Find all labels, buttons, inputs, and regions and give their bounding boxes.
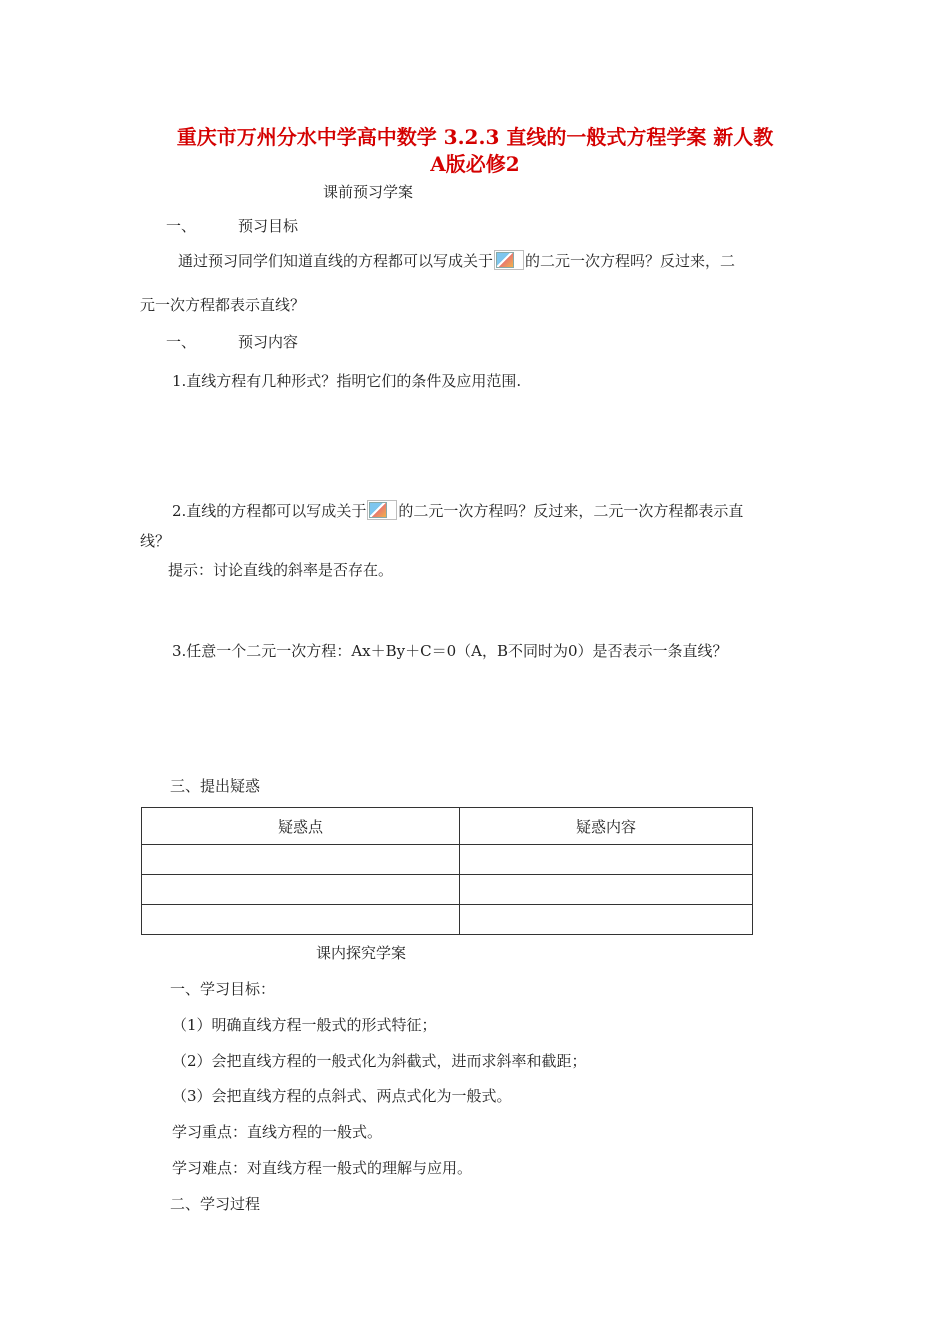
table-cell [142,845,460,875]
key-text-b: 般式。 [337,1123,383,1141]
table-cell [460,875,753,905]
table-cell [142,905,460,935]
section-1-number: 一、 [166,217,197,235]
preview-goal-paragraph [178,250,735,271]
preview-heading: 课前预习学案 [323,183,414,201]
goals-title: 一、学习目标： [170,980,276,998]
table-cell [460,845,753,875]
document-title-line1: 重庆市万州分水中学高中数学 3.2.3 直线的一般式方程学案 新人教 [176,125,774,149]
para1-line2: 元一次方程都表示直线？ [140,296,306,314]
table-header-row [142,808,753,845]
broken-image-icon [494,250,524,270]
table-header-cell: 疑惑点 [142,808,460,845]
table-row [142,875,753,905]
section-1-label: 预习目标 [238,217,299,235]
broken-image-icon [367,500,397,520]
q2-text-a: 2.直线的方程都可以写成关于 [172,502,367,520]
table-row [142,845,753,875]
table-cell [460,905,753,935]
question-1: 1.直线方程有几种形式？指明它们的条件及应用范围. [172,372,522,390]
goal-2: （2）会把直线方程的一般式化为斜截式，进而求斜率和截距； [172,1052,587,1070]
table-row [142,905,753,935]
doubt-table [141,807,753,935]
section-3-heading: 三、提出疑惑 [170,777,261,795]
para1-text-a: 通过预习同学们知道直线的方程都可以写 [178,252,449,270]
difficulty: 学习难点：对直线方程一般式的理解与应用。 [172,1159,473,1177]
question-2-line2: 线？ [140,532,171,550]
question-3: 3.任意一个二元一次方程：Ax＋By＋C＝0（A，B不同时为0）是否表示一条直线？ [172,642,728,660]
key-point [172,1121,382,1142]
question-2 [172,500,743,521]
para1-text-b: 成关于 [448,252,494,270]
document-title-line2: A版必修2 [430,152,520,176]
goal-1: （1）明确直线方程一般式的形式特征； [172,1016,437,1034]
para1-text-d: 元一次方程吗？反过来，二 [555,252,736,270]
para1-text-c: 的二 [525,252,556,270]
goal-3: （3）会把直线方程的点斜式、两点式化为一般式。 [172,1087,512,1105]
q2-text-b: 的二元一次方程吗？反过来，二元一次方程都表示直 [398,502,744,520]
table-cell [142,875,460,905]
section-2-label: 预习内容 [238,333,299,351]
process-heading: 二、学习过程 [170,1195,261,1213]
inclass-heading: 课内探究学案 [316,944,407,962]
hint: 提示：讨论直线的斜率是否存在。 [168,561,394,579]
key-text-a: 学习重点：直线方程的一 [172,1123,338,1141]
table-header-cell: 疑惑内容 [460,808,753,845]
section-2-number: 一、 [166,333,197,351]
